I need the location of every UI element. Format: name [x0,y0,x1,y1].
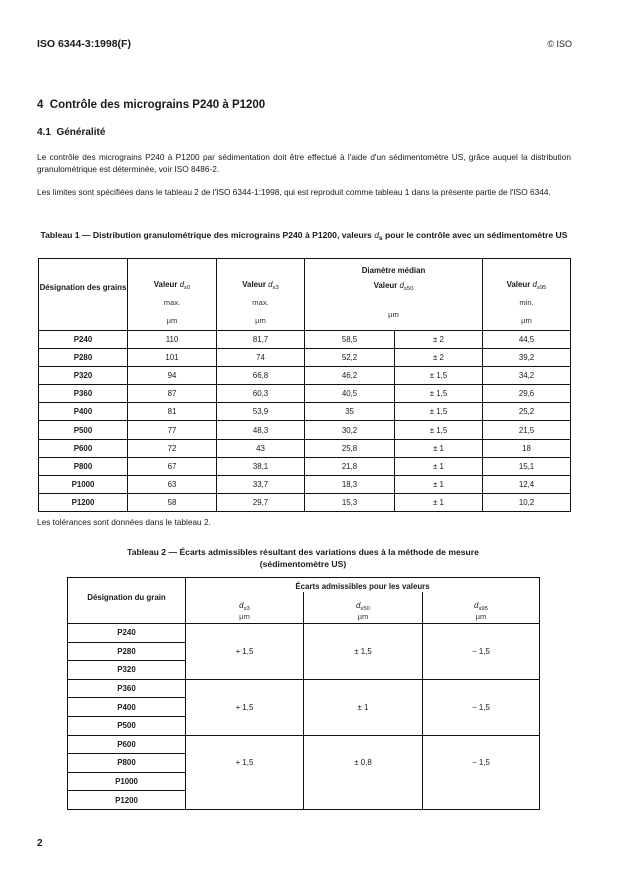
table-row: P500 [68,716,540,735]
table2-admissible-deviations [67,577,540,810]
paragraph-2: Les limites sont spécifiées dans le tableau 2 de l'ISO 6344-1:1998, qui est reproduit comme tableau 1 dans la présente partie de l'ISO 6344. [37,187,551,197]
header-ds0: Valeur $d_{s0}$ max. µm [128,259,217,331]
table-row: P400 [68,698,540,717]
header-ds3: $d_{s3}$ [186,592,304,610]
table-row: P1000 63 33,7 18,3 ± 1 12,4 [39,475,571,493]
header-ds50: $d_{s50}$ [304,592,423,610]
table-row: P360 + 1,5 ± 1 − 1,5 [68,679,540,698]
table-row: P1200 [68,791,540,810]
section-title: Contrôle des micrograins P240 à P1200 [49,99,266,111]
table-row: P1200 58 29,7 15,3 ± 1 10,2 [39,493,571,511]
table-row: P600 + 1,5 ± 0,8 − 1,5 [68,735,540,754]
table2-caption: Tableau 2 — Écarts admissibles résultant des variations dues à la méthode de mesure (sédimentomètre US) [127,547,479,569]
header-designation-grain: Désignation du grain [68,578,186,624]
table-row: P320 [68,661,540,680]
header-unit: µm [423,610,540,624]
subsection-title: Généralité [56,127,106,138]
table-row: P600 72 43 25,8 ± 1 18 [39,439,571,457]
header-ds95: $d_{s95}$ [423,592,540,610]
table-row: P280 [68,642,540,661]
table-row: P400 81 53,9 35 ± 1,5 25,2 [39,403,571,421]
header-ds3: Valeur $d_{s3}$ max. µm [217,259,305,331]
header-designation: Désignation des grains [39,259,128,331]
section-heading [37,99,265,111]
table1-caption: Tableau 1 — Distribution granulométrique des micrograins P240 à P1200, valeurs $d_s$ pour le contrôle avec un sédimentomètre US [40,230,568,242]
table-row: P360 87 60,3 40,5 ± 1,5 29,6 [39,385,571,403]
tolerance-note: Les tolérances sont données dans le tableau 2. [37,517,211,527]
header-ds50: Diamètre médian Valeur $d_{s50}$ µm [305,259,483,331]
header-ds95: Valeur $d_{s95}$ min. µm [483,259,571,331]
table-row: P240 110 81,7 58,5 ± 2 44,5 [39,331,571,349]
copyright-notice: © ISO [547,39,572,49]
header-unit: µm [304,610,423,624]
header-unit: µm [186,610,304,624]
subsection-heading [37,127,105,138]
paragraph-1: Le contrôle des micrograins P240 à P1200 par sédimentation doit être effectué à l'aide d'un sédimentomètre US, grâce auquel la distribution granulométrique est déterminée, voir ISO 8486-2. [37,152,571,175]
table-row: P280 101 74 52,2 ± 2 39,2 [39,349,571,367]
table-row: P800 [68,754,540,773]
table1-grain-distribution [38,258,571,512]
header-group-title: Écarts admissibles pour les valeurs [186,578,540,592]
table-row: P800 67 38,1 21,8 ± 1 15,1 [39,457,571,475]
document-id: ISO 6344-3:1998(F) [37,38,131,50]
page-number: 2 [37,838,43,849]
table-row: P500 77 48,3 30,2 ± 1,5 21,5 [39,421,571,439]
table-row: P1000 [68,772,540,791]
section-number: 4 [37,99,44,111]
table-row: P240 + 1,5 ± 1,5 − 1,5 [68,624,540,643]
table-row: P320 94 66,8 46,2 ± 1,5 34,2 [39,367,571,385]
subsection-number: 4.1 [37,127,51,138]
